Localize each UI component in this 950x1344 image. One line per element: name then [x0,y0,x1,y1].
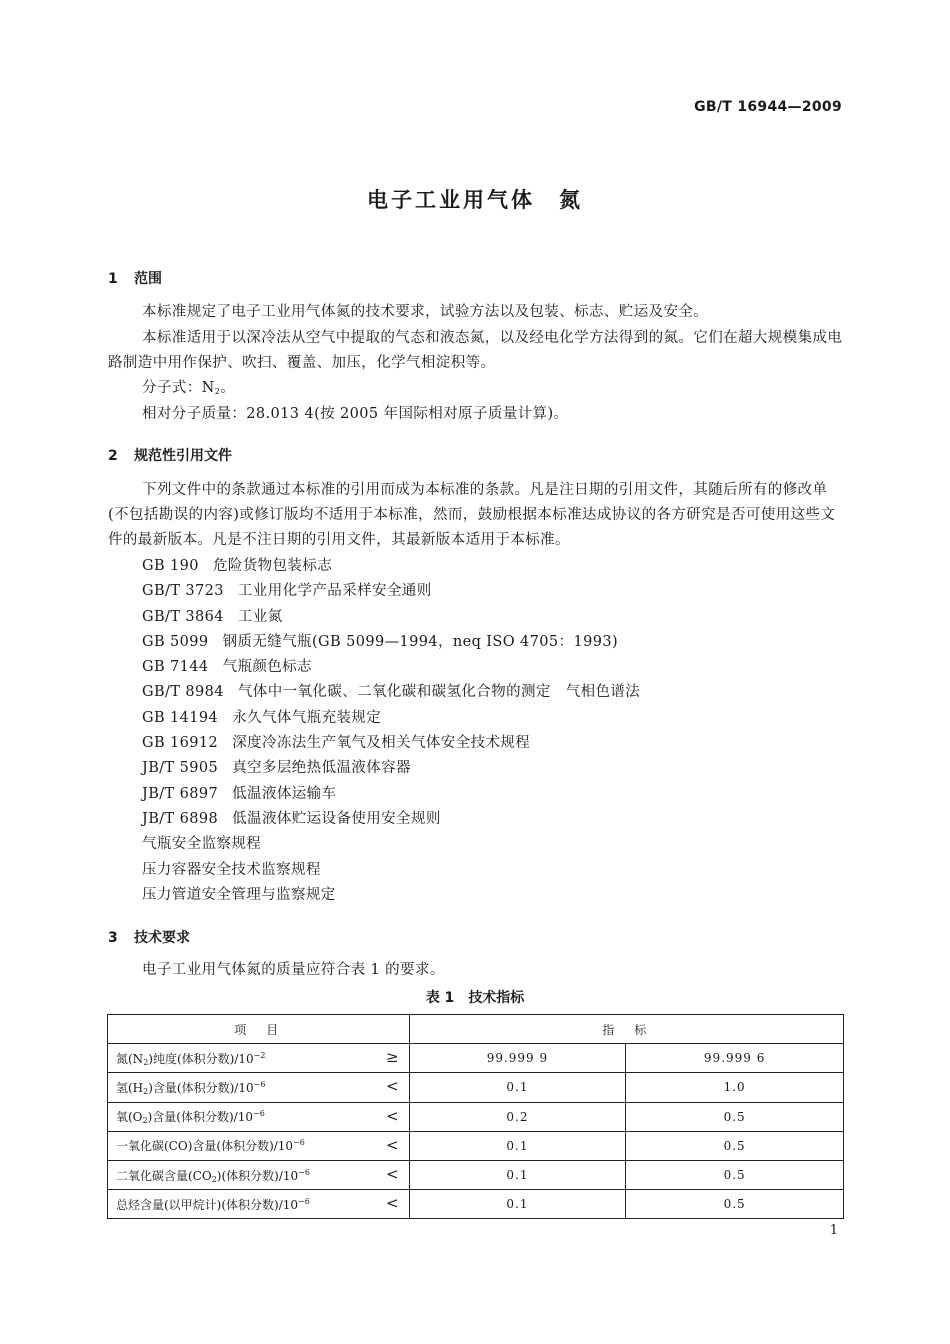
reference-item [142,883,640,908]
table-row [108,1073,844,1102]
reference-code: JB/T 6898 [142,810,219,827]
reference-item [142,858,640,883]
section-3-title: 技术要求 [134,930,190,946]
row-value-1: 0.1 [409,1190,626,1219]
formula-label: 分子式：N [142,380,215,396]
section-1-paragraph-1: 本标准规定了电子工业用气体氮的技术要求，试验方法以及包装、标志、贮运及安全。 [142,304,709,320]
table-row [108,1044,844,1073]
reference-title: 工业用化学产品采样安全通则 [237,583,432,600]
reference-title: 低温液体贮运设备使用安全规则 [232,810,441,827]
reference-item [142,579,640,604]
reference-item [142,832,640,857]
reference-title: 真空多层绝热低温液体容器 [232,760,411,777]
comparison-sign: < [386,1194,399,1213]
standard-number: GB/T 16944—2009 [694,99,842,115]
section-3-heading [108,927,190,947]
header-item: 项 目 [108,1015,410,1044]
formula-subscript: 2 [214,387,221,396]
comparison-sign: < [386,1106,399,1125]
row-item: 一氧化碳(CO)含量(体积分数)$/10^{-6}$ < [108,1131,410,1160]
row-item: 氢$(H_2)$含量(体积分数)$/10^{-6}$ < [108,1073,410,1102]
section-3-paragraph-1: 电子工业用气体氮的质量应符合表 1 的要求。 [142,962,445,978]
row-item: 氧$(O_2)$含量(体积分数)$/10^{-6}$ < [108,1102,410,1131]
table-row [108,1160,844,1189]
section-2-heading [108,445,232,465]
normative-reference-list [142,554,640,908]
reference-title: 工业氮 [237,608,283,625]
reference-code: GB/T 8984 [142,684,224,701]
comparison-sign: < [386,1077,399,1096]
section-2-paragraph-1: 下列文件中的条款通过本标准的引用而成为本标准的条款。凡是注日期的引用文件，其随后所有的修改单(不包括勘误的内容)或修订版均不适用于本标准，然而，鼓励根据本标准达成协议的各方研究是否可使用这些文件的最新版本。凡是不注日期的引用文件，其最新版本适用于本标准。 [108,482,836,548]
reference-item [142,731,640,756]
row-value-1: 0.1 [409,1073,626,1102]
comparison-sign: ≥ [386,1048,399,1067]
reference-title: 深度冷冻法生产氧气及相关气体安全技术规程 [232,735,531,752]
row-value-2: 0.5 [626,1102,844,1131]
document-title: 电子工业用气体 氮 [367,188,583,212]
reference-code: GB 5099 [142,633,209,650]
section-1-heading [108,268,162,288]
row-item: 氮$(N_2)$纯度(体积分数)$/10^{-2}$ ≥ [108,1044,410,1073]
table-header-row [108,1015,844,1044]
header-index: 指 标 [409,1015,843,1044]
section-2-title: 规范性引用文件 [134,448,232,464]
reference-code: GB 7144 [142,659,209,676]
row-item: 总烃含量(以甲烷计)(体积分数)$/10^{-6}$ < [108,1190,410,1219]
row-value-2: 1.0 [626,1073,844,1102]
reference-code: GB 14194 [142,709,219,726]
reference-item [142,655,640,680]
section-2-number: 2 [108,448,118,464]
row-value-1: 0.1 [409,1160,626,1189]
table-row [108,1190,844,1219]
reference-item [142,630,640,655]
molecular-formula [142,376,842,404]
reference-title: 永久气体气瓶充装规定 [232,709,382,726]
row-value-2: 0.5 [626,1190,844,1219]
reference-title: 气瓶安全监察规程 [142,836,262,853]
row-value-2: 99.999 6 [626,1044,844,1073]
reference-code: GB 190 [142,558,199,574]
section-1-title: 范围 [134,271,162,287]
reference-item [142,605,640,630]
reference-code: JB/T 6897 [142,785,219,802]
reference-item [142,680,640,705]
section-3-number: 3 [108,930,118,946]
reference-title: 钢质无缝气瓶(GB 5099—1994，neq ISO 4705：1993) [222,633,618,650]
table-1-title: 技术指标 [468,990,525,1006]
reference-title: 气体中一氧化碳、二氧化碳和碳氢化合物的测定 气相色谱法 [237,684,641,701]
reference-title: 气瓶颜色标志 [222,659,312,676]
reference-item [142,756,640,781]
reference-title: 压力容器安全技术监察规程 [142,861,321,878]
reference-code: GB/T 3864 [142,608,224,625]
comparison-sign: < [386,1135,399,1154]
reference-item [142,782,640,807]
reference-item [142,807,640,832]
reference-title: 压力管道安全管理与监察规定 [142,886,336,903]
row-value-1: 0.2 [409,1102,626,1131]
reference-code: GB/T 3723 [142,583,224,600]
section-1-number: 1 [108,271,118,287]
technical-indicators-table [107,1014,844,1219]
section-1-paragraph-2: 本标准适用于以深冷法从空气中提取的气态和液态氮，以及经电化学方法得到的氮。它们在超大规模集成电路制造中用作保护、吹扫、覆盖、加压，化学气相淀积等。 [108,330,843,371]
page-number: 1 [829,1223,838,1238]
row-value-2: 0.5 [626,1131,844,1160]
row-item: 二氧化碳含量$(CO_2)$(体积分数)$/10^{-6}$ < [108,1160,410,1189]
reference-item [142,706,640,731]
row-value-1: 0.1 [409,1131,626,1160]
reference-code: GB 16912 [142,735,219,752]
row-value-2: 0.5 [626,1160,844,1189]
molecular-mass: 相对分子质量：28.013 4(按 2005 年国际相对原子质量计算)。 [142,406,569,422]
table-1-caption [0,987,950,1007]
reference-code: JB/T 5905 [142,760,219,777]
reference-item [142,554,640,579]
table-row [108,1131,844,1160]
table-row [108,1102,844,1131]
row-value-1: 99.999 9 [409,1044,626,1073]
reference-title: 危险货物包装标志 [212,558,333,574]
comparison-sign: < [386,1164,399,1183]
table-1-label: 表 1 [425,990,455,1006]
formula-end: 。 [220,380,236,396]
reference-title: 低温液体运输车 [232,785,337,802]
